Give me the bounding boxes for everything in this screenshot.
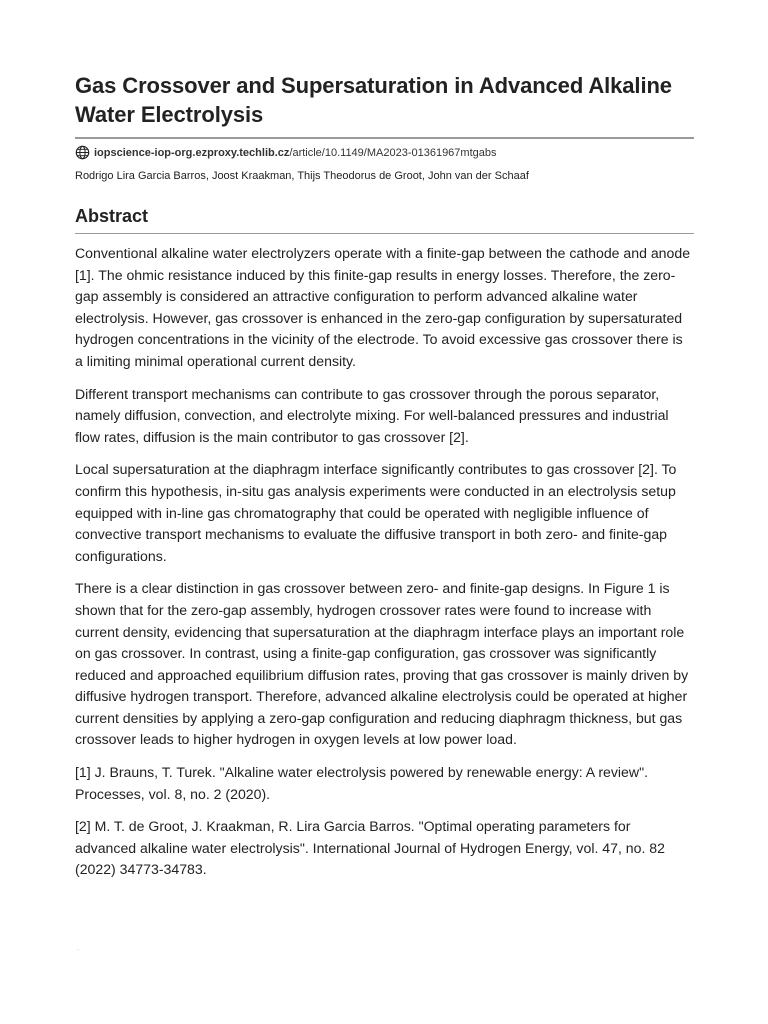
- abstract-paragraph: Conventional alkaline water electrolyzers operate with a finite-gap between the cathode and anode [1]. The ohmic resistance induced by this finite-gap results in energy losses. Therefore, the zero-gap assembly is considered an attractive configuration to perform advanced alkaline water electrolysis. However, gas crossover is enhanced in the zero-gap configuration by supersaturated hydrogen concentrations in the vicinity of the electrode. To avoid excessive gas crossover there is a limiting minimal operational current density.: [75, 245, 691, 369]
- reference-item: [2] M. T. de Groot, J. Kraakman, R. Lira Garcia Barros. "Optimal operating parameters for advanced alkaline water electrolysis". International Journal of Hydrogen Energy, vol. 47, no. 82 (2022) 34773-34783.: [75, 818, 665, 878]
- source-path[interactable]: /article/10.1149/MA2023-01361967mtgabs: [289, 146, 497, 159]
- author-list: Rodrigo Lira Garcia Barros, Joost Kraakman, Thijs Theodorus de Groot, John van der Schaaf: [75, 170, 529, 182]
- abstract-paragraph: There is a clear distinction in gas crossover between zero- and finite-gap designs. In Figure 1 is shown that for the zero-gap assembly, hydrogen crossover rates were found to increase with current density, evidencing that supersaturation at the diaphragm interface plays an important role on gas crossover. In contrast, using a finite-gap configuration, gas crossover was significantly reduced and approached equilibrium diffusion rates, proving that gas crossover is mainly driven by diffusive hydrogen transport. Therefore, advanced alkaline electrolysis could be operated at higher current densities by applying a zero-gap configuration and reducing diaphragm thickness, but gas crossover leads to higher hydrogen in oxygen levels at low power load.: [75, 580, 689, 748]
- globe-icon: [75, 145, 90, 160]
- abstract-heading: Abstract: [75, 206, 149, 226]
- source-link[interactable]: [75, 145, 694, 160]
- reference-item: [1] J. Brauns, T. Turek. "Alkaline water electrolysis powered by renewable energy: A review". Processes, vol. 8, no. 2 (2020).: [75, 764, 648, 802]
- abstract-divider: [75, 233, 694, 234]
- abstract-paragraph: Different transport mechanisms can contribute to gas crossover through the porous separator, namely diffusion, convection, and electrolyte mixing. For well-balanced pressures and industrial flow rates, diffusion is the main contributor to gas crossover [2].: [75, 385, 669, 445]
- source-domain[interactable]: iopscience-iop-org.ezproxy.techlib.cz: [94, 146, 290, 159]
- abstract-paragraph: Local supersaturation at the diaphragm interface significantly contributes to gas crossover [2]. To confirm this hypothesis, in-situ gas analysis experiments were conducted in an electrolysis setup equipped with in-line gas chromatography that could be operated with negligible influence of convective transport mechanisms to evaluate the diffusive transport in both zero- and finite-gap configurations.: [75, 461, 677, 564]
- article: [75, 71, 694, 881]
- title-divider: [75, 137, 694, 139]
- article-title: Gas Crossover and Supersaturation in Advanced Alkaline Water Electrolysis: [75, 73, 672, 127]
- footer-mark: .: [77, 943, 80, 952]
